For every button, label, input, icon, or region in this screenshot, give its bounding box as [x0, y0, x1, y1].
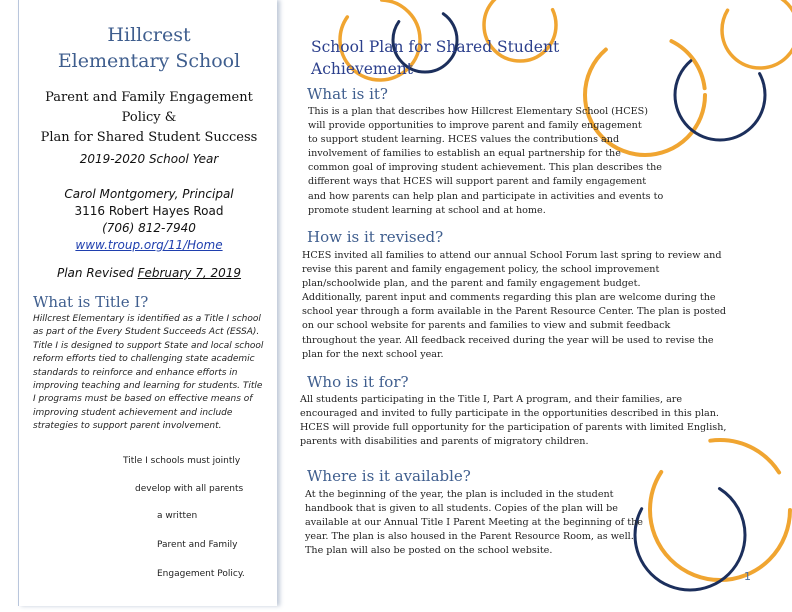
policy-note-line: a written	[157, 511, 198, 521]
policy-note-line: Parent and Family	[157, 540, 238, 550]
body-line: encouraged and invited to fully participate in the opportunities described in this plan.	[300, 408, 719, 420]
body-line: will provide opportunities to improve parent and family engagement	[308, 120, 642, 132]
body-line: throughout the year. All feedback received during the year will be used to revise the	[302, 334, 714, 346]
policy-subtitle	[31, 88, 267, 148]
body-line: At the beginning of the year, the plan is included in the student	[305, 489, 614, 500]
left-panel	[18, 0, 277, 606]
page-number: 1	[744, 570, 751, 583]
body-line: year. The plan is also housed in the Parent Resource Room, as well.	[305, 531, 634, 543]
body-line: and how parents can help plan and participate in activities and events to	[308, 190, 664, 202]
section-heading-who: Who is it for?	[307, 373, 409, 391]
body-line: available at our Annual Title I Parent Meeting at the beginning of the	[305, 517, 643, 529]
section-body-revised	[302, 249, 726, 362]
school-address: 3116 Robert Hayes Road	[74, 204, 224, 218]
subtitle-line: Policy &	[121, 110, 177, 125]
body-line: revise this parent and family engagement policy, the school improvement	[302, 264, 660, 276]
section-heading-revised: How is it revised?	[307, 228, 444, 246]
body-line: on our school website for parents and families to view and submit feedback	[302, 320, 671, 332]
plan-revised	[31, 266, 267, 280]
body-line: plan for the next school year.	[302, 348, 444, 360]
plan-title	[311, 36, 559, 80]
body-line: to support student learning. HCES values the contributions and	[308, 134, 620, 146]
school-website-link[interactable]: www.troup.org/11/Home	[75, 238, 223, 252]
school-name-line: Elementary School	[57, 50, 241, 72]
section-body-where	[305, 488, 643, 558]
section-body-who	[300, 393, 726, 449]
body-line: involvement of families to establish an equal partnership for the	[308, 148, 621, 160]
contact-block	[31, 186, 267, 254]
section-heading-what: What is it?	[307, 85, 388, 103]
revised-date: February 7, 2019	[137, 266, 242, 280]
subtitle-line: Parent and Family Engagement	[45, 90, 253, 105]
plan-title-line: School Plan for Shared Student	[311, 38, 560, 56]
policy-note-line: Engagement Policy.	[157, 569, 245, 579]
school-name-line: Hillcrest	[107, 24, 191, 46]
title-one-heading: What is Title I?	[33, 293, 149, 311]
section-heading-where: Where is it available?	[307, 467, 471, 485]
body-line: common goal of improving student achievement. This plan describes the	[308, 162, 662, 174]
section-body-what	[308, 105, 663, 218]
body-line: plan/schoolwide plan, and the parent and family engagement budget.	[302, 278, 641, 290]
body-line: The plan will also be posted on the school website.	[305, 545, 553, 557]
title-one-body: Hillcrest Elementary is identified as a Title I school as part of the Every Student Succeeds Act (ESSA). Title I is designed to support State and local school reform efforts tied to challenging state academic standards to reinforce and enhance efforts in improving teaching and learning for students. Title I programs must be based on effective means of improving student achievement and include strategies to support parent involvement.	[33, 314, 264, 432]
plan-title-line: Achievement	[311, 60, 413, 78]
school-phone: (706) 812-7940	[102, 221, 196, 235]
revised-label: Plan Revised	[56, 266, 138, 280]
school-year: 2019-2020 School Year	[79, 152, 219, 166]
body-line: parents with disabilities and parents of migratory children.	[300, 436, 589, 448]
subtitle-line: Plan for Shared Student Success	[40, 130, 258, 145]
body-line: This is a plan that describes how Hillcrest Elementary School (HCES)	[308, 106, 648, 117]
body-line: All students participating in the Title I, Part A program, and their families, are	[300, 394, 683, 405]
body-line: promote student learning at school and at home.	[308, 204, 546, 216]
principal-name: Carol Montgomery, Principal	[64, 187, 234, 201]
right-panel	[300, 0, 780, 612]
body-line: handbook that is given to all students. Copies of the plan will be	[305, 503, 618, 515]
school-name	[31, 22, 267, 74]
body-line: HCES invited all families to attend our annual School Forum last spring to review and	[302, 250, 722, 261]
policy-note-line: Title I schools must jointly	[123, 456, 241, 466]
body-line: school year through a form available in the Parent Resource Center. The plan is posted	[302, 306, 727, 318]
policy-note-line: develop with all parents	[135, 484, 244, 494]
body-line: different ways that HCES will support parent and family engagement	[308, 176, 647, 188]
body-line: Additionally, parent input and comments regarding this plan are welcome during the	[302, 292, 716, 304]
body-line: HCES will provide full opportunity for the participation of parents with limited English,	[300, 422, 727, 434]
